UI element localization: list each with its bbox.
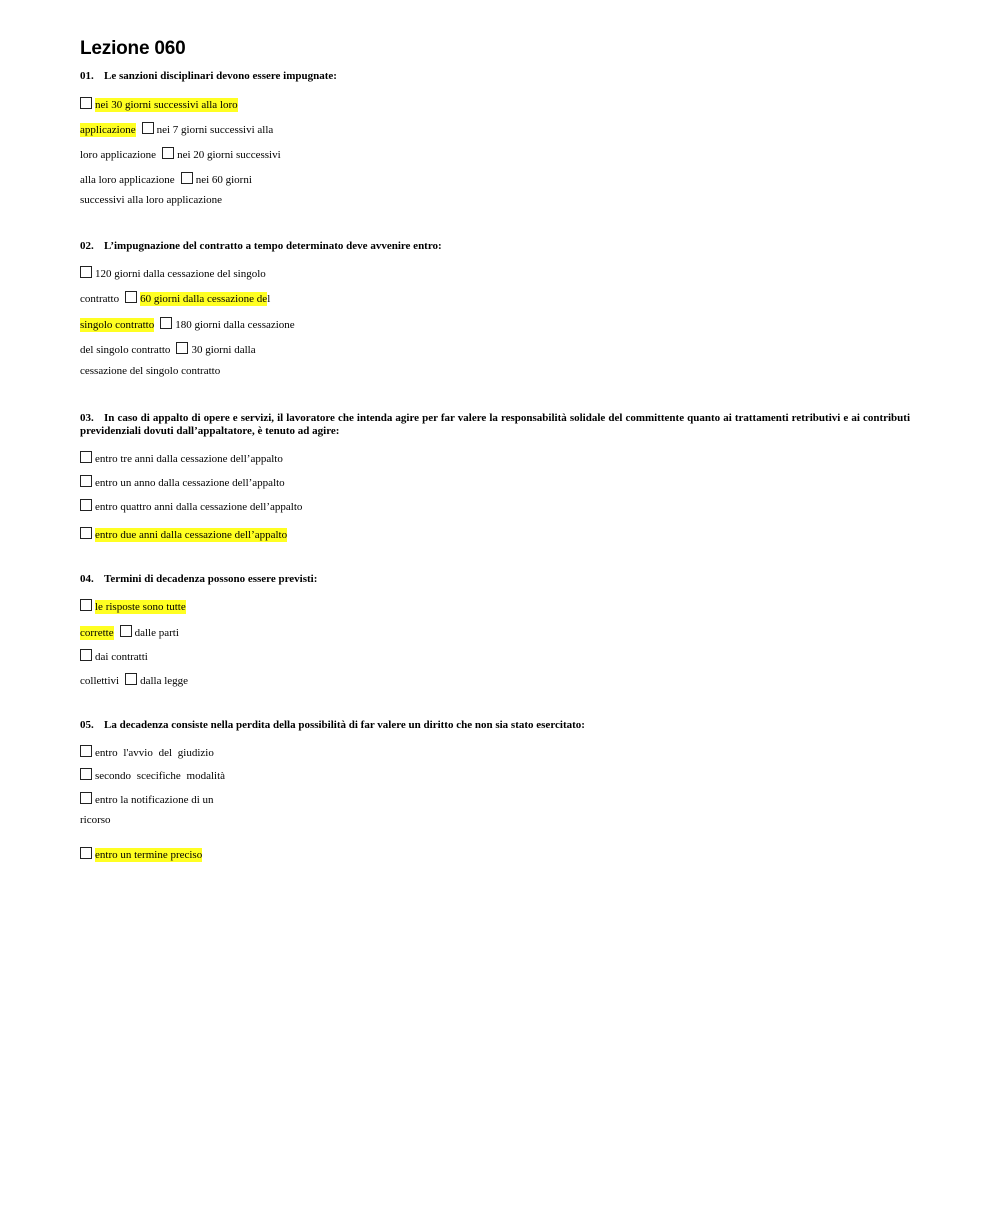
option: [80, 745, 214, 760]
question-text: Le sanzioni disciplinari devono essere impugnate:: [104, 70, 337, 82]
page-title: Lezione 060: [80, 38, 186, 59]
options-line: [80, 599, 186, 614]
checkbox[interactable]: [142, 122, 154, 134]
option: [80, 847, 202, 862]
options-line: [80, 625, 179, 640]
option: [80, 451, 283, 466]
question-text: L’impugnazione del contratto a tempo determinato deve avvenire entro:: [104, 240, 442, 252]
checkbox[interactable]: [176, 342, 188, 354]
question-02: [80, 240, 442, 253]
option-text-part: loro applicazione: [80, 149, 157, 161]
question-number: 03.: [80, 412, 94, 424]
option-text-part: 60 giorni dalla cessazione de: [140, 293, 268, 305]
checkbox[interactable]: [80, 97, 92, 109]
question-number: 05.: [80, 719, 94, 731]
checkbox[interactable]: [80, 768, 92, 780]
option: [80, 527, 287, 542]
checkbox[interactable]: [80, 475, 92, 487]
option: [80, 475, 285, 490]
option-text-part: 120 giorni dalla cessazione del singolo: [95, 268, 266, 280]
option-text-part: nei 60 giorni: [195, 174, 252, 186]
options-line: [80, 291, 270, 306]
option-text: entro due anni dalla cessazione dell’appalto: [95, 529, 288, 541]
question-number: 01.: [80, 70, 94, 82]
checkbox[interactable]: [80, 266, 92, 278]
checkbox[interactable]: [80, 527, 92, 539]
checkbox[interactable]: [181, 172, 193, 184]
option-text: entro un termine preciso: [95, 849, 203, 861]
options-line: [80, 792, 214, 807]
options-line: [80, 122, 273, 137]
option-text-part: cessazione del singolo contratto: [80, 365, 221, 377]
options-line: [80, 172, 252, 187]
options-line: [80, 193, 222, 207]
question-03: [80, 412, 910, 438]
options-line: [80, 342, 256, 357]
options-line: [80, 649, 148, 664]
option-text: entro quattro anni dalla cessazione dell’appalto: [95, 501, 303, 513]
options-line: [80, 317, 295, 332]
option-text-part: alla loro applicazione: [80, 174, 175, 186]
option-text-part: contratto: [80, 293, 120, 305]
question-number: 04.: [80, 573, 94, 585]
checkbox[interactable]: [80, 499, 92, 511]
option: [80, 768, 225, 783]
option: [80, 499, 302, 514]
checkbox[interactable]: [162, 147, 174, 159]
question-01: [80, 70, 337, 83]
option-text-part: applicazione: [80, 124, 136, 136]
checkbox[interactable]: [80, 599, 92, 611]
option-text-part: le risposte sono tutte: [95, 601, 186, 613]
option-text-part: l: [267, 293, 271, 305]
checkbox[interactable]: [125, 673, 137, 685]
checkbox[interactable]: [120, 625, 132, 637]
option-text-part: dalle parti: [134, 627, 179, 639]
option-text-part: ricorso: [80, 814, 111, 826]
checkbox[interactable]: [80, 847, 92, 859]
option-text-part: entro la notificazione di un: [95, 794, 214, 806]
option-text-part: del singolo contratto: [80, 344, 171, 356]
option-text: secondo scecifiche modalità: [95, 770, 226, 782]
option-text-part: 180 giorni dalla cessazione: [175, 319, 295, 331]
options-line: [80, 147, 281, 162]
checkbox[interactable]: [80, 792, 92, 804]
options-line: [80, 97, 238, 112]
question-number: 02.: [80, 240, 94, 252]
checkbox[interactable]: [80, 649, 92, 661]
option-text-part: nei 7 giorni successivi alla: [156, 124, 274, 136]
option-text-part: dai contratti: [95, 651, 148, 663]
option-text-part: 30 giorni dalla: [191, 344, 256, 356]
checkbox[interactable]: [160, 317, 172, 329]
option-text-part: successivi alla loro applicazione: [80, 194, 223, 206]
checkbox[interactable]: [125, 291, 137, 303]
option-text-part: dalla legge: [140, 675, 189, 687]
options-line: [80, 813, 111, 827]
options-line: [80, 364, 220, 378]
option-text-part: collettivi: [80, 675, 120, 687]
question-05: [80, 719, 585, 732]
question-text: In caso di appalto di opere e servizi, il lavoratore che intenda agire per far valere la responsabilità solidale del committente quanto ai trattamenti retributivi e ai contributi previdenziali dovuti dall’appaltatore, è tenuto ad agire:: [80, 412, 910, 437]
option-text-part: singolo contratto: [80, 319, 155, 331]
option-text-part: nei 30 giorni successivi alla loro: [95, 99, 238, 111]
checkbox[interactable]: [80, 451, 92, 463]
options-line: [80, 266, 266, 281]
option-text: entro un anno dalla cessazione dell’appalto: [95, 477, 285, 489]
options-line: [80, 673, 188, 688]
question-text: Termini di decadenza possono essere previsti:: [104, 573, 318, 585]
option-text: entro l'avvio del giudizio: [95, 747, 214, 759]
question-04: [80, 573, 317, 586]
question-text: La decadenza consiste nella perdita della possibilità di far valere un diritto che non sia stato esercitato:: [104, 719, 585, 731]
checkbox[interactable]: [80, 745, 92, 757]
option-text: entro tre anni dalla cessazione dell’appalto: [95, 453, 283, 465]
option-text-part: corrette: [80, 627, 114, 639]
option-text-part: nei 20 giorni successivi: [177, 149, 281, 161]
